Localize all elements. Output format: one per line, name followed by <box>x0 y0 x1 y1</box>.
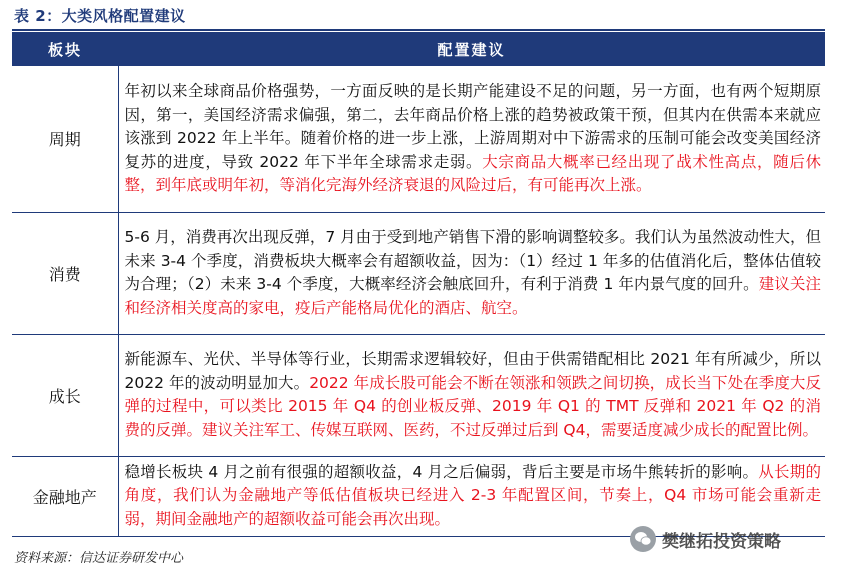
advice-highlight: 建议关注和经济相关度高的家电，疫后产能格局优化的酒店、航空。 <box>124 275 821 317</box>
sector-cell: 周期 <box>12 66 118 212</box>
advice-highlight: 大宗商品大概率已经出现了战术性高点，随后休整，到年底或明年初，等消化完海外经济衰退的风险过后，有可能再次上涨。 <box>124 152 821 194</box>
header-advice: 配置建议 <box>118 32 825 66</box>
sector-cell: 成长 <box>12 334 118 456</box>
advice-text: 新能源车、光伏、半导体等行业，长期需求逻辑较好，但由于供需错配相比 2021 年有所减少，所以 2022 年的波动明显加大。 <box>124 350 821 392</box>
header-sector: 板块 <box>12 32 118 66</box>
table-row <box>12 66 825 212</box>
watermark <box>630 526 781 552</box>
wechat-icon <box>630 526 656 552</box>
table-row <box>12 212 825 334</box>
watermark-text: 樊继拓投资策略 <box>662 531 781 552</box>
table-row <box>12 334 825 456</box>
title-rule <box>12 29 825 31</box>
advice-text: 稳增长板块 4 月之前有很强的超额收益，4 月之后偏弱，背后主要是市场牛熊转折的影响。 <box>124 462 759 481</box>
advice-highlight: 2022 年成长股可能会不断在领涨和领跌之间切换，成长当下处在季度大反弹的过程中，可以类比 2015 年 Q4 的创业板反弹、2019 年 Q1 的 TMT 反弹和 2021 年 Q2 的消费的反弹。建议关注军工、传媒互联网、医药，不过反弹过后到 Q4，需要适度减少成长的配置比例。 <box>124 373 821 439</box>
advice-text: 年初以来全球商品价格强势，一方面反映的是长期产能建设不足的问题，另一方面，也有两个短期原因，第一，美国经济需求偏强，第二，去年商品价格上涨的趋势被政策干预，但其内在供需本来就应该涨到 2022 年上半年。随着价格的进一步上涨，上游周期对中下游需求的压制可能会改变美国经济复苏的进度，导致 2022 年下半年全球需求走弱。 <box>124 82 821 171</box>
header-row <box>12 32 825 66</box>
advice-cell <box>118 456 825 536</box>
allocation-table <box>12 32 825 537</box>
advice-highlight: 从长期的角度，我们认为金融地产等低估值板块已经进入 2-3 年配置区间，节奏上，Q4 市场可能会重新走弱，期间金融地产的超额收益可能会再次出现。 <box>124 462 821 528</box>
advice-text: 5-6 月，消费再次出现反弹，7 月由于受到地产销售下滑的影响调整较多。我们认为虽然波动性大，但未来 3-4 个季度，消费板块大概率会有超额收益，因为：（1）经过 1 年多的估值消化后，整体估值较为合理；（2）未来 3-4 个季度，大概率经济会触底回升，有利于消费 1 年内景气度的回升。 <box>124 228 821 293</box>
advice-cell <box>118 212 825 334</box>
source-note: 资料来源：信达证券研发中心 <box>14 551 184 566</box>
sector-cell: 消费 <box>12 212 118 334</box>
sector-cell: 金融地产 <box>12 456 118 536</box>
table-row <box>12 456 825 536</box>
advice-cell <box>118 334 825 456</box>
table-title: 表 2：大类风格配置建议 <box>14 7 186 25</box>
advice-cell <box>118 66 825 212</box>
